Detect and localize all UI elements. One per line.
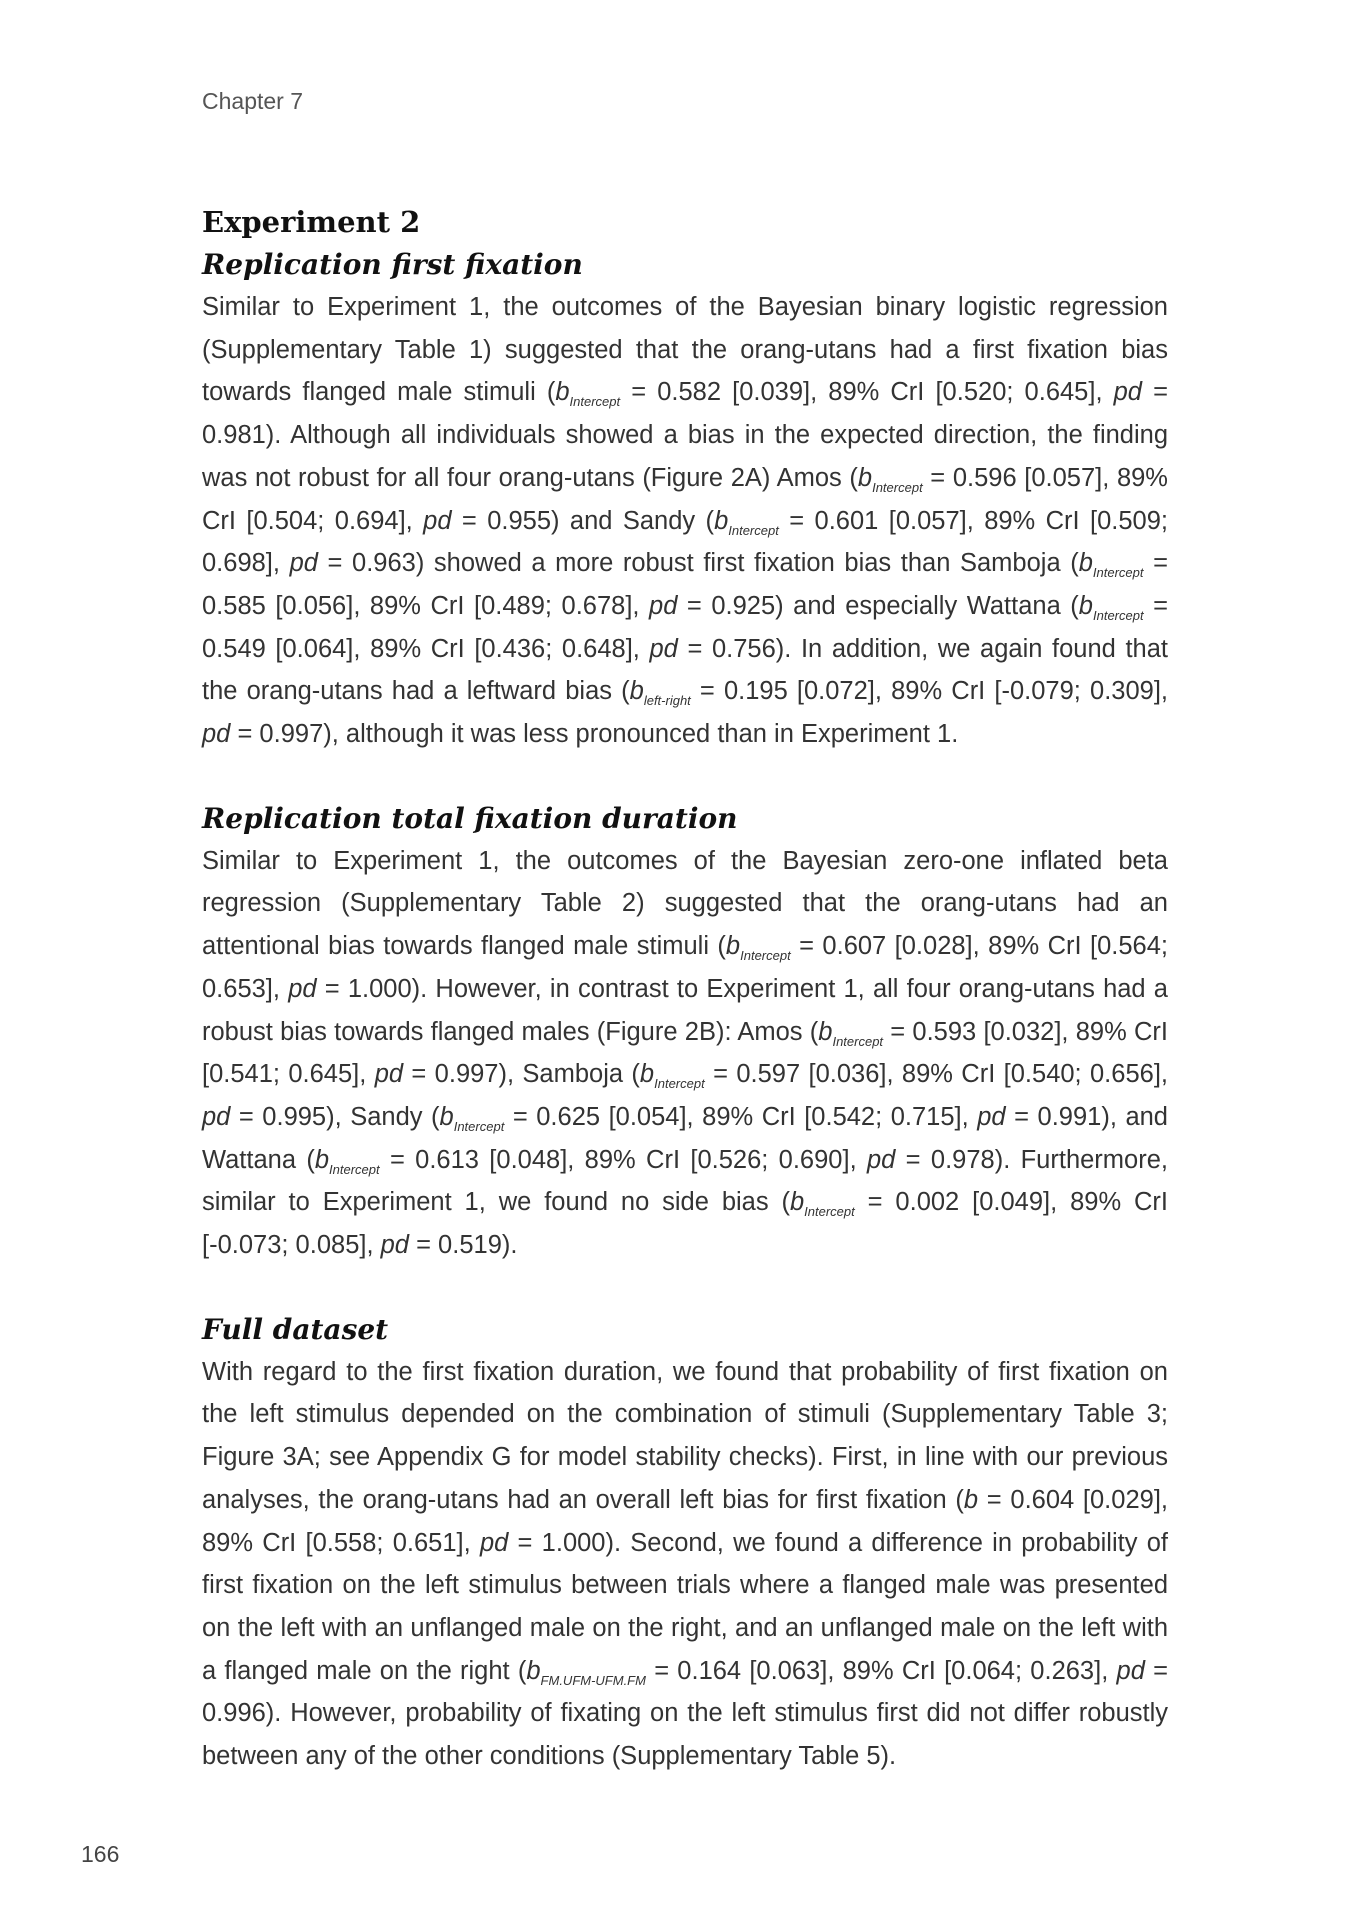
subscript-intercept: Intercept — [569, 394, 621, 410]
text-run: = 0.963) showed a more robust first fixation bias than Samboja ( — [317, 549, 1079, 578]
text-run: = 0.607 [0.028], 89% CrI [0.564; 0.653], — [202, 932, 1168, 1003]
text-run: = 0.593 [0.032], 89% CrI [0.541; 0.645], — [202, 1017, 1168, 1089]
symbol-pd: pd — [1113, 378, 1142, 407]
text-run: = 0.519). — [409, 1231, 518, 1260]
subsection-heading-first-fixation: Replication first fixation — [202, 248, 583, 281]
text-run: = 0.995), Sandy ( — [230, 1102, 440, 1131]
symbol-pd: pd — [866, 1145, 896, 1174]
subscript-intercept: Intercept — [654, 1076, 705, 1092]
text-run: = 0.597 [0.036], 89% CrI [0.540; 0.656], — [704, 1060, 1168, 1089]
symbol-b: b — [857, 463, 873, 492]
symbol-b: b — [963, 1485, 979, 1514]
subscript-intercept: Intercept — [1092, 607, 1144, 623]
symbol-pd: pd — [977, 1102, 1006, 1131]
text-run: = 0.596 [0.057], 89% CrI [0.504; 0.694], — [202, 463, 1168, 535]
text-run: = 0.981). Although all individuals showed a bias in the expected direction, the finding was not robust for all four orang-utans (Figure 2A) Amos ( — [202, 378, 1168, 492]
symbol-b: b — [439, 1102, 454, 1131]
subscript-fm-ufm: FM.UFM-UFM.FM — [540, 1672, 646, 1688]
subscript-intercept: Intercept — [832, 1033, 884, 1049]
subscript-intercept: Intercept — [872, 479, 923, 495]
symbol-b: b — [725, 932, 741, 961]
paragraph-full-dataset — [202, 1351, 1168, 1778]
subscript-intercept: Intercept — [1092, 565, 1144, 581]
symbol-pd: pd — [289, 549, 318, 578]
symbol-pd: pd — [380, 1231, 409, 1260]
text-run: = 0.549 [0.064], 89% CrI [0.436; 0.648], — [202, 591, 1168, 663]
paragraph-total-fixation — [202, 840, 1168, 1267]
subscript-intercept: Intercept — [453, 1118, 505, 1134]
text-run: = 0.756). In addition, we again found that the orang-utans had a leftward bias ( — [202, 634, 1168, 706]
text-run: = 0.613 [0.048], 89% CrI [0.526; 0.690], — [379, 1145, 867, 1174]
text-run: = 0.996). However, probability of fixating on the left stimulus first did not differ robustly between any of the other conditions (Supplementary Table 5). — [202, 1656, 1169, 1771]
symbol-b: b — [526, 1656, 541, 1685]
paragraph-first-fixation — [202, 286, 1168, 756]
section-title: Experiment 2 — [202, 205, 421, 239]
text-run: Similar to Experiment 1, the outcomes of the Bayesian zero-one inflated beta regression (Supplementary Table 2) suggested that the orang-utans had an attentional bias towards flanged male stimuli ( — [202, 846, 1168, 961]
symbol-pd: pd — [374, 1060, 404, 1089]
subscript-intercept: Intercept — [740, 948, 791, 964]
text-run: Similar to Experiment 1, the outcomes of the Bayesian binary logistic regression (Supplementary Table 1) suggested that the orang-utans had a first fixation bias towards flanged male stimuli ( — [202, 293, 1168, 407]
text-run: = 0.601 [0.057], 89% CrI [0.509; 0.698], — [202, 506, 1169, 578]
symbol-b: b — [818, 1017, 833, 1046]
text-run: = 1.000). However, in contrast to Experiment 1, all four orang-utans had a robust bias towards flanged males (Figure 2B): Amos ( — [202, 974, 1168, 1046]
symbol-b: b — [714, 506, 729, 535]
symbol-b: b — [629, 677, 644, 706]
symbol-b: b — [314, 1145, 330, 1174]
text-run: With regard to the first fixation duration, we found that probability of first fixation on the left stimulus depended on the combination of stimuli (Supplementary Table 3; Figure 3A; see Appendix G for model stability checks). First, in line with our previous analyses, the orang-utans had an overall left bias for first fixation ( — [202, 1357, 1168, 1514]
text-run: = 0.955) and Sandy ( — [451, 506, 715, 535]
subsection-heading-full-dataset: Full dataset — [202, 1312, 389, 1346]
subsection-heading-total-fixation: Replication total fixation duration — [202, 801, 738, 835]
text-run: = 0.604 [0.029], 89% CrI [0.558; 0.651], — [202, 1485, 1168, 1557]
text-run: = 0.925) and especially Wattana ( — [677, 591, 1079, 620]
symbol-pd: pd — [202, 1102, 231, 1131]
running-head: Chapter 7 — [202, 88, 304, 114]
text-run: = 0.582 [0.039], 89% CrI [0.520; 0.645], — [620, 378, 1114, 407]
symbol-pd: pd — [649, 634, 678, 663]
text-run: = 0.625 [0.054], 89% CrI [0.542; 0.715], — [504, 1102, 978, 1131]
text-run: = 0.997), Samboja ( — [403, 1060, 640, 1089]
symbol-pd: pd — [202, 720, 231, 749]
subscript-intercept: Intercept — [728, 522, 779, 538]
text-run: = 0.002 [0.049], 89% CrI [-0.073; 0.085], — [202, 1188, 1169, 1260]
text-run: = 0.164 [0.063], 89% CrI [0.064; 0.263], — [645, 1656, 1117, 1685]
symbol-pd: pd — [649, 591, 678, 620]
text-run: = 0.195 [0.072], 89% CrI [-0.079; 0.309], — [690, 677, 1168, 706]
text-run: = 0.997), although it was less pronounced than in Experiment 1. — [230, 720, 959, 749]
text-run: = 0.585 [0.056], 89% CrI [0.489; 0.678], — [202, 549, 1168, 620]
page-number: 166 — [81, 1841, 120, 1867]
main-content — [202, 200, 1168, 1778]
text-run: = 1.000). Second, we found a difference in probability of first fixation on the left stimulus between trials where a flanged male was presented on the left with an unflanged male on the right, and an unflanged male on the left with a flanged male on the right ( — [202, 1528, 1168, 1685]
text-run: = 0.991), and Wattana ( — [202, 1102, 1168, 1174]
symbol-b: b — [555, 378, 570, 407]
symbol-b: b — [1078, 591, 1093, 620]
text-run: = 0.978). Furthermore, similar to Experiment 1, we found no side bias ( — [202, 1145, 1168, 1217]
symbol-pd: pd — [1116, 1656, 1145, 1685]
symbol-pd: pd — [479, 1528, 509, 1557]
symbol-b: b — [1078, 549, 1093, 578]
symbol-pd: pd — [423, 506, 452, 535]
symbol-b: b — [789, 1188, 805, 1217]
symbol-pd: pd — [288, 974, 317, 1003]
subscript-intercept: Intercept — [804, 1204, 855, 1220]
subscript-intercept: Intercept — [329, 1161, 380, 1177]
subscript-left-right: left-right — [643, 693, 691, 709]
symbol-b: b — [639, 1060, 655, 1089]
